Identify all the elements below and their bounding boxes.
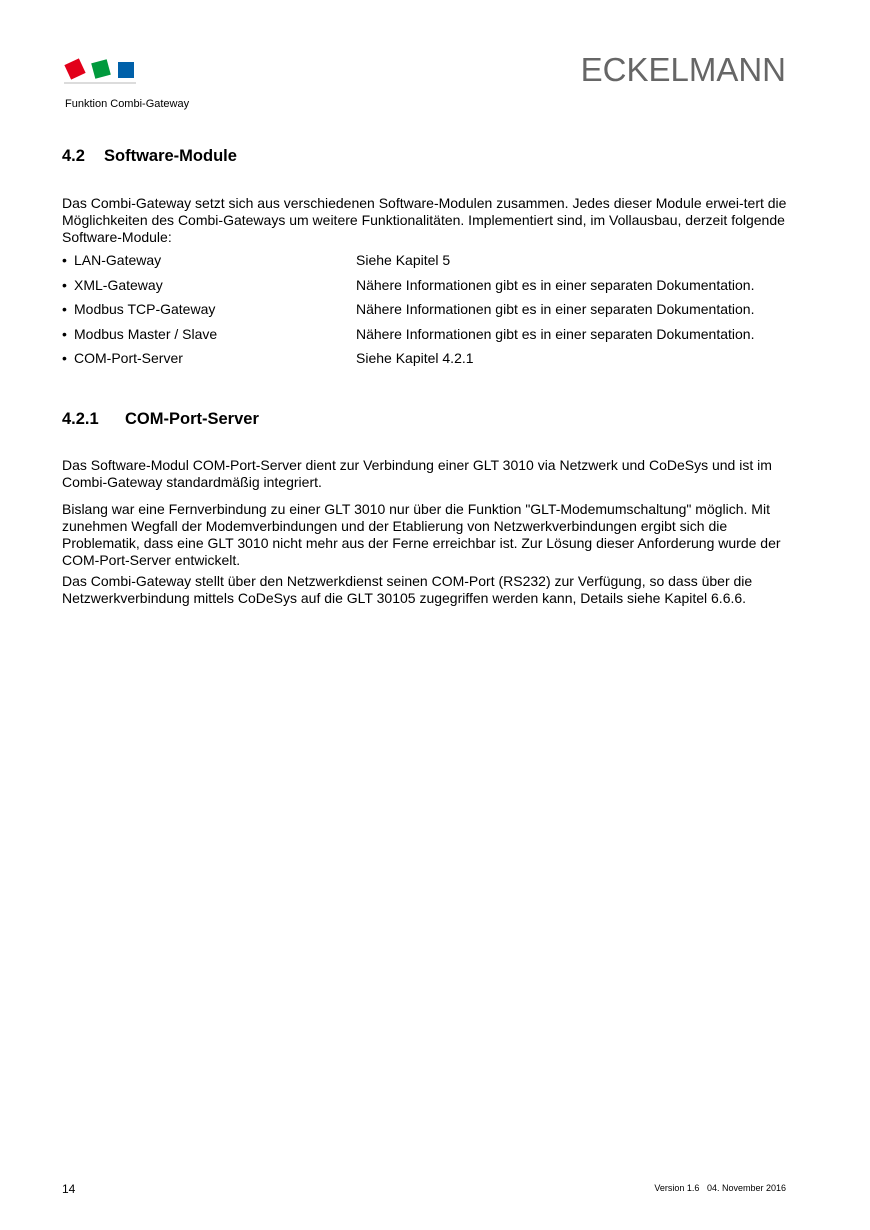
logo-red-square bbox=[64, 58, 85, 79]
list-item bbox=[62, 326, 792, 351]
section-heading bbox=[62, 147, 237, 166]
logo-green-square bbox=[91, 59, 111, 79]
list-item bbox=[62, 277, 792, 302]
subsection-heading bbox=[62, 410, 259, 429]
eckelmann-logo-squares bbox=[64, 58, 136, 84]
module-desc: Nähere Informationen gibt es in einer separaten Dokumentation. bbox=[356, 325, 755, 342]
list-item bbox=[62, 301, 792, 326]
module-name: COM-Port-Server bbox=[74, 350, 183, 366]
module-desc: Nähere Informationen gibt es in einer separaten Dokumentation. bbox=[356, 301, 755, 317]
page-number: 14 bbox=[62, 1182, 76, 1196]
bullet: • bbox=[62, 301, 67, 317]
subsection-title: COM-Port-Server bbox=[125, 410, 259, 428]
module-desc: Nähere Informationen gibt es in einer separaten Dokumentation. bbox=[356, 276, 755, 293]
section-intro: Das Combi-Gateway setzt sich aus verschiedenen Software-Modulen zusammen. Jedes dieser Module erwei-tert die Möglichkeiten des Combi-Gateways um weitere Funktionalitäten. Implementiert sind, im Vollausbau, derzeit folgende Software-Module: bbox=[62, 195, 787, 245]
module-desc: Siehe Kapitel 4.2.1 bbox=[356, 350, 474, 366]
module-name: LAN-Gateway bbox=[74, 252, 162, 268]
module-desc: Siehe Kapitel 5 bbox=[356, 252, 451, 268]
list-item bbox=[62, 252, 792, 277]
logo-blue-square bbox=[118, 62, 134, 78]
subsection-paragraph-3: Das Combi-Gateway stellt über den Netzwerkdienst seinen COM-Port (RS232) zur Verfügung, so dass über die Netzwerkverbindung mittels CoDeSys auf die GLT 30105 zugegriffen werden kann, Details siehe Kapitel 6.6.6. bbox=[62, 573, 753, 606]
bullet: • bbox=[62, 350, 67, 366]
subsection-paragraph-1: Das Software-Modul COM-Port-Server dient zur Verbindung einer GLT 3010 via Netzwerk und CoDeSys und ist im Combi-Gateway standardmäßig integriert. bbox=[62, 457, 772, 490]
list-item bbox=[62, 350, 792, 375]
bullet: • bbox=[62, 252, 67, 268]
module-name: XML-Gateway bbox=[74, 276, 163, 293]
brand-name: ECKELMANN bbox=[580, 51, 786, 88]
section-number: 4.2 bbox=[62, 147, 85, 165]
bullet: • bbox=[62, 325, 67, 342]
section-title: Software-Module bbox=[104, 147, 237, 165]
module-list bbox=[62, 252, 792, 375]
subsection-paragraph-2: Bislang war eine Fernverbindung zu einer GLT 3010 nur über die Funktion "GLT-Modemumschaltung" möglich. Mit zunehmen Wegfall der Modemverbindungen und der Etablierung von Netzwerkverbindungen ergibt sich die Problematik, dass eine GLT 3010 nicht mehr aus der Ferne erreichbar ist. Zur Lösung dieser Anforderung wurde der COM-Port-Server entwickelt. bbox=[62, 501, 781, 568]
header-subtitle: Funktion Combi-Gateway bbox=[65, 98, 190, 110]
version-info: Version 1.6 04. November 2016 bbox=[654, 1183, 786, 1193]
module-name: Modbus TCP-Gateway bbox=[74, 301, 216, 317]
bullet: • bbox=[62, 276, 67, 293]
subsection-number: 4.2.1 bbox=[62, 410, 99, 428]
module-name: Modbus Master / Slave bbox=[74, 325, 218, 342]
